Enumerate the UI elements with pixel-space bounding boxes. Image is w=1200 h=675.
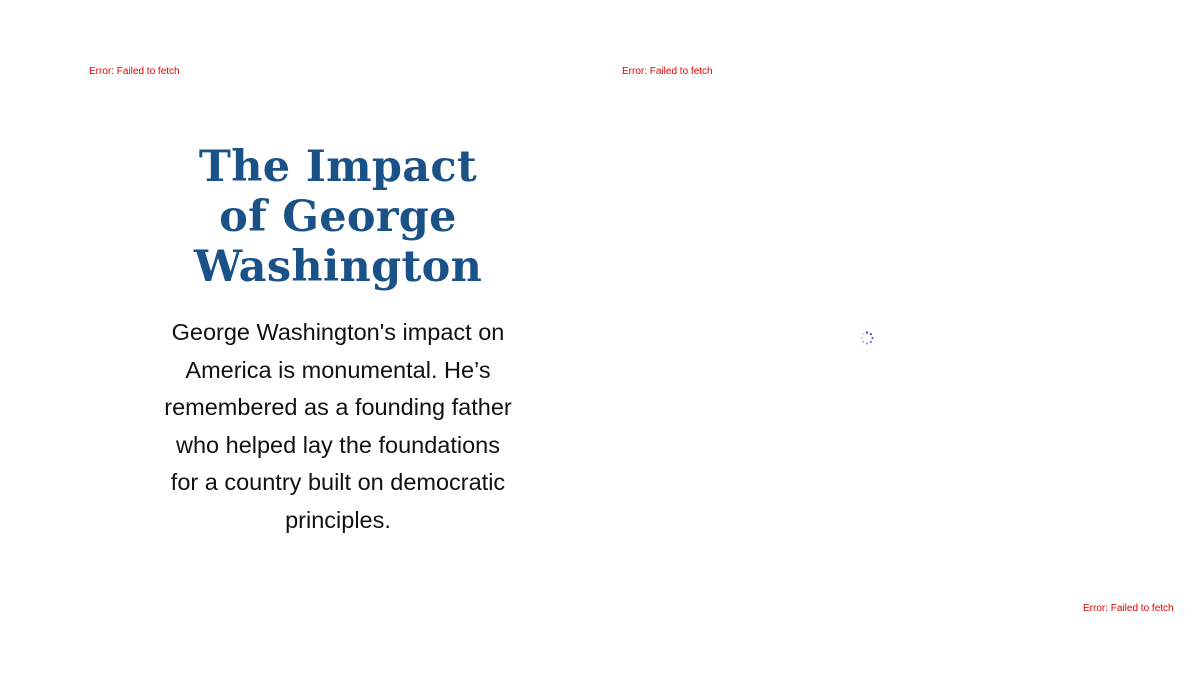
page-title: The Impact of George Washington [193,142,483,292]
body-paragraph: George Washington's impact on America is monumental. He’s remembered as a founding father who helped lay the foundations for a country built on democratic principles. [164,319,512,533]
error-message-bottom-right: Error: Failed to fetch [1083,603,1174,614]
loading-spinner-icon [860,331,874,345]
error-message-left: Error: Failed to fetch [89,66,180,77]
error-message-right: Error: Failed to fetch [622,66,713,77]
